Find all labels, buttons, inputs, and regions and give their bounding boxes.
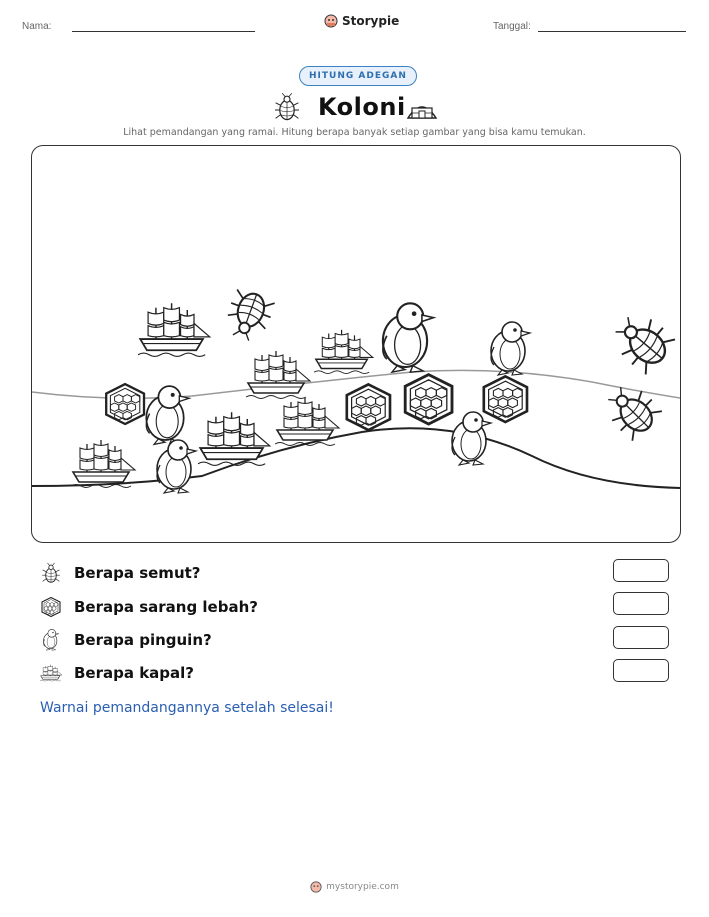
ant-1 — [221, 287, 276, 345]
penguin-5 — [452, 412, 491, 465]
answer-box-ants[interactable] — [613, 559, 669, 582]
name-field[interactable] — [72, 31, 255, 32]
question-beehives — [40, 596, 258, 618]
anthill-icon — [406, 94, 438, 124]
date-field[interactable] — [538, 31, 686, 32]
footer — [0, 881, 709, 893]
storypie-mascot-icon — [310, 881, 322, 893]
hive-4 — [484, 376, 527, 422]
footer-url: mystorypie.com — [326, 882, 399, 892]
page-title: Koloni — [318, 93, 406, 121]
penguin-3 — [146, 386, 189, 444]
penguin-4 — [157, 440, 196, 493]
question-text: Berapa semut? — [74, 564, 201, 582]
brand-logo — [324, 14, 399, 28]
answer-box-ships[interactable] — [613, 659, 669, 682]
ship-3 — [314, 330, 373, 374]
hive-1 — [106, 384, 144, 424]
storypie-mascot-icon — [324, 14, 338, 28]
ship-1 — [138, 303, 210, 356]
question-ants — [40, 562, 201, 584]
ship-icon — [40, 662, 62, 684]
question-penguins — [40, 629, 212, 651]
question-ships — [40, 662, 194, 684]
colony-scene — [31, 145, 681, 543]
question-text: Berapa kapal? — [74, 664, 195, 682]
ant-3 — [599, 378, 664, 443]
penguin-icon — [40, 629, 62, 651]
ant-2 — [606, 306, 677, 377]
hive-2 — [347, 384, 390, 430]
name-label: Nama: — [22, 21, 52, 32]
coloring-instruction: Warnai pemandangannya setelah selesai! — [40, 700, 334, 716]
date-label: Tanggal: — [493, 21, 531, 32]
ant-icon — [40, 562, 62, 584]
question-text: Berapa sarang lebah? — [74, 598, 258, 616]
hive-3 — [405, 375, 452, 424]
question-text: Berapa pinguin? — [74, 631, 212, 649]
brand-name: Storypie — [342, 14, 400, 28]
answer-box-beehives[interactable] — [613, 592, 669, 615]
beehive-icon — [40, 596, 62, 618]
penguin-2 — [491, 322, 530, 375]
ship-2 — [246, 351, 310, 399]
penguin-1 — [383, 303, 434, 372]
ship-6 — [71, 440, 135, 488]
scene-illustration — [32, 146, 680, 542]
activity-badge: HITUNG ADEGAN — [299, 66, 417, 86]
answer-box-penguins[interactable] — [613, 626, 669, 649]
ant-icon — [271, 92, 303, 126]
instruction-text: Lihat pemandangan yang ramai. Hitung berapa banyak setiap gambar yang bisa kamu temukan. — [123, 127, 586, 138]
